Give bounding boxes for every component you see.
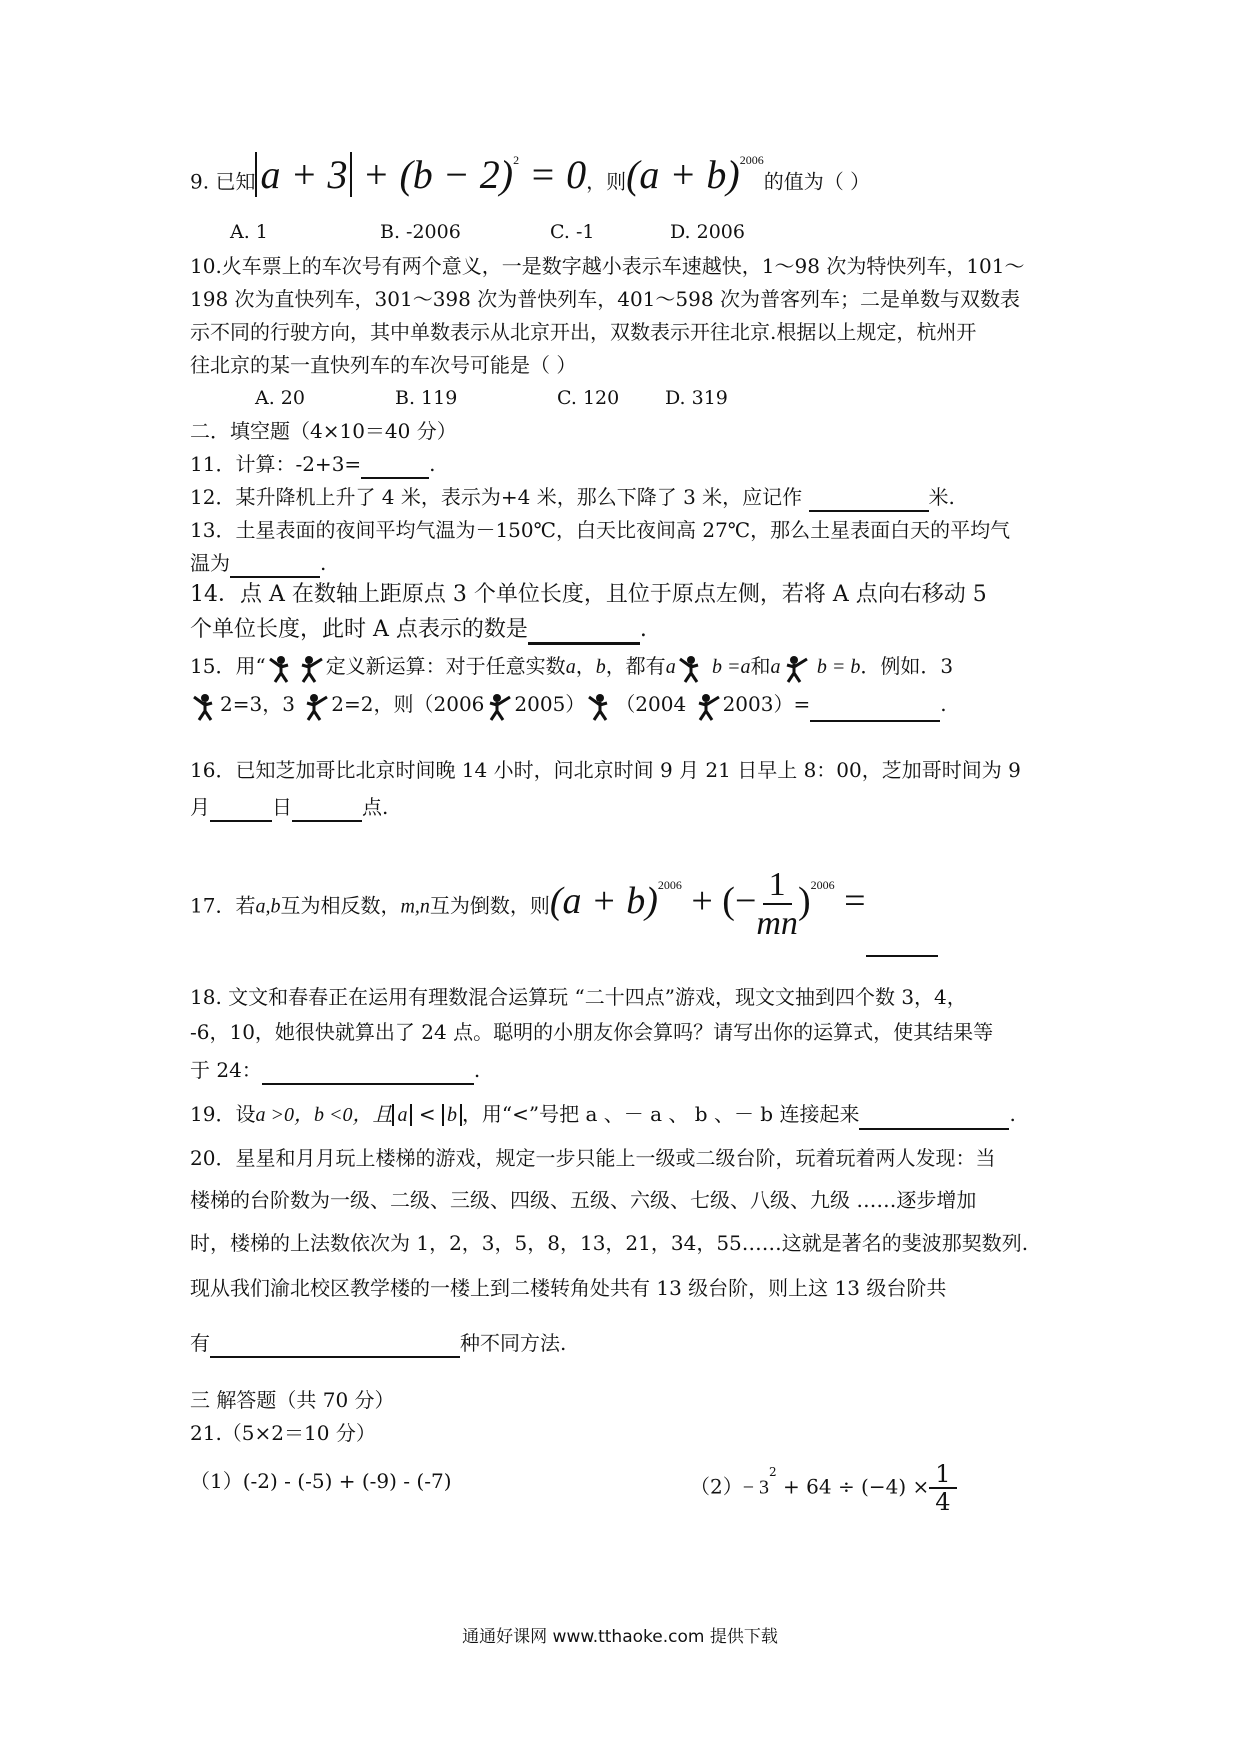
q17-plus: + (− xyxy=(691,879,757,922)
q9-mid: ，则 xyxy=(586,169,627,194)
q18-line-2: -6，10，她很快就算出了 24 点。聪明的小朋友你会算吗？请写出你的运算式，使其结果等 xyxy=(190,1020,994,1044)
q9-plus: + xyxy=(362,152,390,198)
section-2-heading: 二．填空题（4×10＝40 分） xyxy=(190,419,457,443)
q15-var-a-2: a xyxy=(665,656,676,678)
question-15-line-1 xyxy=(190,648,953,685)
q9-option-d: D. 2006 xyxy=(670,221,745,243)
q18-end: . xyxy=(473,1058,481,1082)
q21-p2-exponent: 2 xyxy=(769,1465,777,1479)
q17-var-mn: m,n xyxy=(400,895,430,918)
q19-abs-b: b xyxy=(442,1104,462,1126)
q20-line-4: 现从我们渝北校区教学楼的一楼上到二楼转角处共有 13 级台阶，则上这 13 级台阶共 xyxy=(190,1276,947,1300)
q9-options xyxy=(230,217,745,247)
q21-part-1: （1）(-2) - (-5) + (-9) - (-7) xyxy=(190,1469,452,1493)
q17-numerator: 1 xyxy=(763,866,792,905)
q15-and: 和 xyxy=(750,654,771,678)
q14-line-2 xyxy=(190,615,647,645)
q15-text-1: 定义新运算：对于任意实数 xyxy=(325,654,566,678)
q21-p2-denominator: 4 xyxy=(935,1488,951,1517)
q15-end: . xyxy=(940,692,947,716)
q19-condition: a >0，b <0，且 xyxy=(255,1104,393,1126)
q10-line-4: 往北京的某一直快列车的车次号可能是（ ） xyxy=(190,353,577,377)
q11-text: 11．计算：-2+3= xyxy=(190,452,362,476)
q15-ex-5: 2003）= xyxy=(722,692,811,716)
q16-month: 月 xyxy=(190,795,210,819)
q13-text: 温为 xyxy=(190,551,230,575)
q17-base: (a + b) xyxy=(549,879,658,922)
q17-var-ab: a,b xyxy=(255,895,281,918)
q15-ex-4: （2004 xyxy=(615,692,687,716)
q13-line-1: 13．土星表面的夜间平均气温为－150℃，白天比夜间高 27℃，那么土星表面白天的平均气 xyxy=(190,518,1011,542)
q13-line-2 xyxy=(190,548,326,578)
q11-end: . xyxy=(429,452,436,476)
q19-less-than: < xyxy=(418,1102,436,1126)
q21-p2-expr: − 3 xyxy=(742,1476,770,1499)
q18-text: 于 24： xyxy=(190,1058,262,1082)
q18-line-3 xyxy=(190,1055,480,1085)
q20-text-a: 有 xyxy=(190,1331,210,1355)
stick-figure-right-icon xyxy=(296,653,326,683)
q16-line-2 xyxy=(190,792,388,822)
q15-prefix: 15．用“ xyxy=(190,654,266,678)
q12-end: 米. xyxy=(928,485,955,509)
q12-text: 12．某升降机上升了 4 米，表示为+4 米，那么下降了 3 米，应记作 xyxy=(190,485,803,509)
q17-close: ) xyxy=(797,879,811,922)
q10-line-1: 10.火车票上的车次号有两个意义，一是数字越小表示车速越快，1～98 次为特快列车，101～ xyxy=(190,254,1025,278)
q13-answer-blank[interactable] xyxy=(230,554,320,578)
q20-text-b: 种不同方法. xyxy=(460,1331,567,1355)
q15-var-a-4: a xyxy=(770,656,781,678)
q9-option-b: B. -2006 xyxy=(380,221,461,243)
q19-rest: ，用“<”号把 a 、－ a 、 b 、－ b 连接起来 xyxy=(461,1102,860,1126)
question-19 xyxy=(190,1099,1016,1130)
q19-abs-a: a xyxy=(392,1104,412,1126)
q9-option-a: A. 1 xyxy=(230,221,268,243)
question-15-line-2 xyxy=(190,686,947,722)
q17-text-2: 互为倒数，则 xyxy=(429,893,550,918)
q14-end: . xyxy=(639,617,647,642)
q16-day-blank[interactable] xyxy=(210,798,272,822)
q21-p2-rest: + 64 ÷ (−4) × xyxy=(783,1474,930,1499)
q15-comma: ， xyxy=(575,654,596,678)
q20-line-3: 时，楼梯的上法数依次为 1，2，3，5，8，13，21，34，55……这就是著名的斐波那契数列. xyxy=(190,1231,1029,1255)
q17-prefix: 17．若 xyxy=(190,893,256,918)
q16-day: 日 xyxy=(272,795,292,819)
q17-formula xyxy=(549,865,866,942)
stick-figure-right-icon xyxy=(484,691,514,721)
section-3-heading: 三 解答题（共 70 分） xyxy=(190,1388,395,1412)
q15-text-2: ，都有 xyxy=(605,654,666,678)
q9-base: (a + b) xyxy=(626,152,740,198)
q12-answer-blank[interactable] xyxy=(809,488,929,512)
q9-prefix: 9. 已知 xyxy=(190,169,256,194)
q20-line-5 xyxy=(190,1328,566,1358)
q9-suffix: 的值为（ ） xyxy=(763,169,871,194)
q17-exponent-2: 2006 xyxy=(810,878,835,892)
q15-var-a-3: a xyxy=(740,656,751,678)
stick-figure-left-icon xyxy=(585,691,615,721)
q10-line-2: 198 次为直快列车，301～398 次为普快列车，401～598 次为普客列车；二是单数与双数表 xyxy=(190,287,1020,311)
q16-hour-blank[interactable] xyxy=(292,798,362,822)
q14-text: 个单位长度，此时 A 点表示的数是 xyxy=(190,617,528,642)
q9-formula2 xyxy=(626,152,764,197)
q19-prefix: 19．设 xyxy=(190,1102,256,1126)
q10-option-b: B. 119 xyxy=(395,387,458,409)
q10-option-d: D. 319 xyxy=(665,387,728,409)
q21-p2-fraction xyxy=(929,1461,956,1516)
q19-answer-blank[interactable] xyxy=(859,1106,1009,1130)
q9-abs-term: a + 3 xyxy=(255,152,352,197)
q9-formula xyxy=(255,152,586,197)
q21-p2-numerator: 1 xyxy=(929,1461,956,1489)
q18-line-1: 18. 文文和春春正在运用有理数混合运算玩 “二十四点”游戏，现文文抽到四个数 3，4， xyxy=(190,985,967,1009)
q16-line-1: 16．已知芝加哥比北京时间晚 14 小时，问北京时间 9 月 21 日早上 8：00，芝加哥时间为 9 xyxy=(190,758,1021,782)
q19-end: . xyxy=(1009,1102,1016,1126)
q15-def-1: b = xyxy=(712,656,741,678)
stick-figure-left-icon xyxy=(190,691,220,721)
q14-line-1: 14．点 A 在数轴上距原点 3 个单位长度，且位于原点左侧，若将 A 点向右移动 5 xyxy=(190,582,987,607)
q10-option-a: A. 20 xyxy=(255,387,305,409)
q9-exponent2: 2006 xyxy=(739,153,764,167)
q9-option-c: C. -1 xyxy=(550,221,595,243)
stick-figure-left-icon xyxy=(676,653,706,683)
q16-hour: 点. xyxy=(362,795,389,819)
stick-figure-left-icon xyxy=(266,653,296,683)
q15-ex-3: 2005） xyxy=(514,692,586,716)
q9-equals-zero: = 0 xyxy=(529,152,587,198)
q10-line-3: 示不同的行驶方向，其中单数表示从北京开出，双数表示开往北京.根据以上规定，杭州开 xyxy=(190,320,977,344)
q15-answer-blank[interactable] xyxy=(810,698,940,722)
q9-paren-term: (b − 2) xyxy=(399,152,514,198)
q15-def-2: b = b xyxy=(816,656,861,678)
question-11 xyxy=(190,449,436,479)
q17-text-1: 互为相反数， xyxy=(280,893,401,918)
q18-answer-blank[interactable] xyxy=(262,1061,474,1085)
q21-part-2 xyxy=(690,1452,957,1518)
q17-answer-blank[interactable] xyxy=(866,925,938,957)
q15-var-a: a xyxy=(565,656,576,678)
q10-options xyxy=(255,383,728,413)
q20-answer-blank[interactable] xyxy=(210,1334,460,1358)
stick-figure-right-icon xyxy=(301,691,331,721)
q21-title: 21.（5×2＝10 分） xyxy=(190,1421,376,1445)
stick-figure-right-icon xyxy=(781,653,811,683)
question-17 xyxy=(190,845,938,945)
q15-ex-2: 2=2，则（2006 xyxy=(331,692,485,716)
q15-example: ．例如．3 xyxy=(860,654,954,678)
q13-end: . xyxy=(320,551,327,575)
question-9 xyxy=(190,152,871,198)
q21-p2-label: （2） xyxy=(690,1474,743,1499)
stick-figure-right-icon xyxy=(693,691,723,721)
page-footer: 通通好课网 www.tthaoke.com 提供下载 xyxy=(462,1627,778,1647)
question-12 xyxy=(190,482,955,512)
q17-fraction xyxy=(756,866,798,943)
q14-answer-blank[interactable] xyxy=(528,620,640,645)
q15-var-b: b xyxy=(595,656,606,678)
q9-exponent: 2 xyxy=(513,153,520,167)
q20-line-2: 楼梯的台阶数为一级、二级、三级、四级、五级、六级、七级、八级、九级 ……逐步增加 xyxy=(190,1188,977,1212)
q10-option-c: C. 120 xyxy=(557,387,620,409)
q17-equals: = xyxy=(844,879,866,922)
q15-ex-1: 2=3，3 xyxy=(220,692,295,716)
q17-exponent: 2006 xyxy=(657,878,682,892)
q17-denominator: mn xyxy=(756,904,798,942)
q11-answer-blank[interactable] xyxy=(361,455,429,479)
q20-line-1: 20．星星和月月玩上楼梯的游戏，规定一步只能上一级或二级台阶，玩着玩着两人发现：当 xyxy=(190,1146,996,1170)
